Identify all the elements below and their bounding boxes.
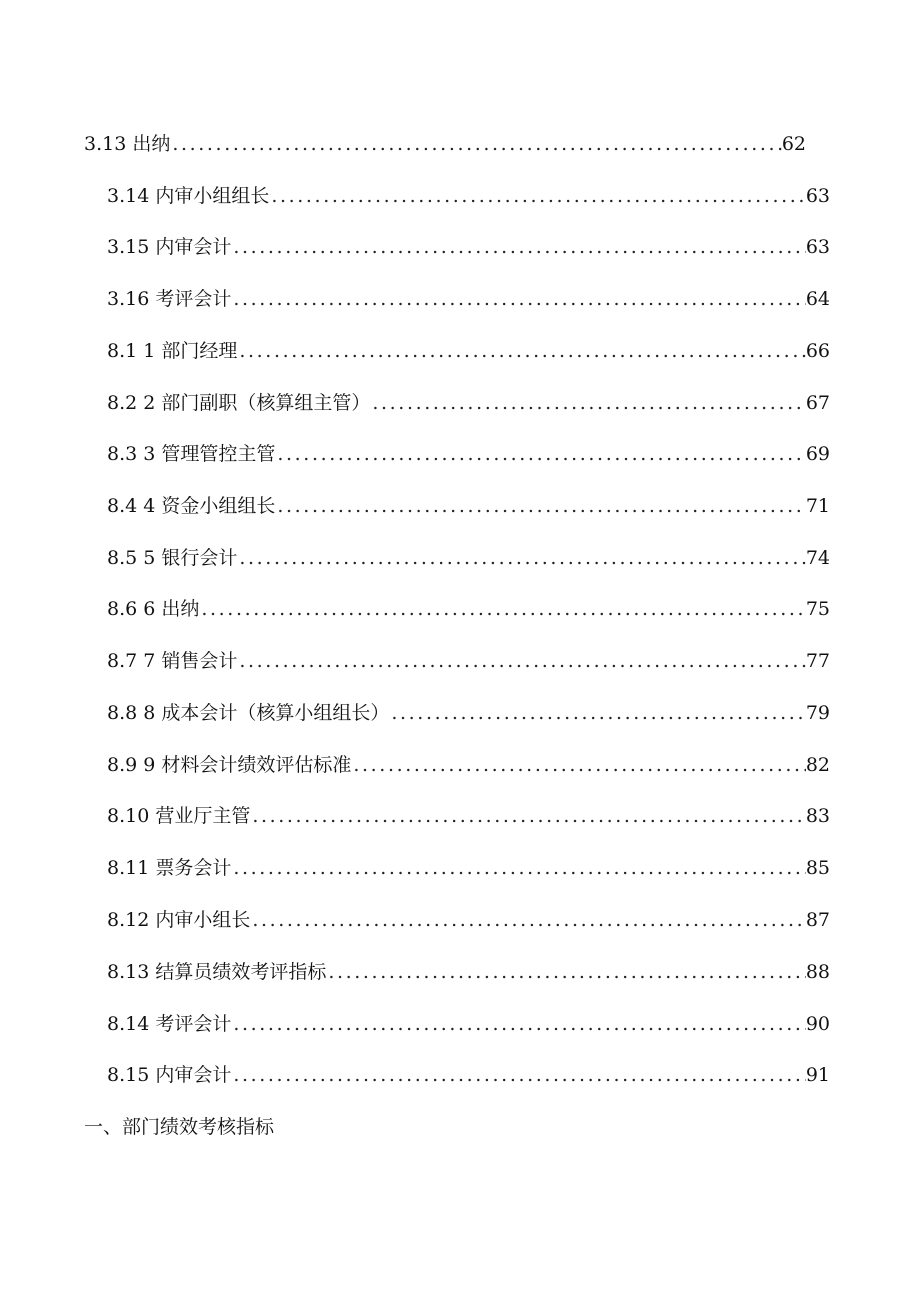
toc-dot-leader	[231, 283, 805, 315]
toc-entry[interactable]	[107, 904, 830, 936]
toc-entry-label: 8.10 营业厅主管	[107, 805, 251, 827]
toc-entry-label: 8.6 6 出纳	[107, 598, 200, 620]
toc-entry-page: 87	[805, 909, 830, 931]
toc-entry-page: 91	[805, 1064, 830, 1086]
toc-entry-label: 8.15 内审会计	[107, 1064, 232, 1086]
toc-dot-leader	[275, 490, 805, 522]
toc-dot-leader	[237, 645, 805, 677]
toc-entry-label: 8.1 1 部门经理	[107, 340, 238, 362]
toc-entry-page: 69	[805, 443, 830, 465]
toc-entry-page: 64	[805, 288, 830, 310]
toc-entry-page: 71	[805, 495, 830, 517]
toc-entry-label: 8.14 考评会计	[107, 1013, 232, 1035]
toc-entry-page: 66	[805, 340, 830, 362]
toc-entry-page: 75	[805, 598, 830, 620]
toc-dot-leader	[370, 387, 805, 419]
toc-dot-leader	[269, 180, 805, 212]
toc-entry[interactable]	[107, 1008, 830, 1040]
toc-entry[interactable]	[107, 490, 830, 522]
toc-entry-label: 8.12 内审小组长	[107, 909, 251, 931]
toc-entry[interactable]	[107, 542, 830, 574]
toc-entry[interactable]	[107, 335, 830, 367]
toc-entry-page: 77	[805, 650, 830, 672]
toc-entry-label: 8.8 8 成本会计（核算小组组长）	[107, 702, 390, 724]
toc-entry-page: 67	[805, 392, 830, 414]
toc-entry-label: 3.16 考评会计	[107, 288, 232, 310]
toc-dot-leader	[231, 852, 805, 884]
toc-entry-page: 62	[781, 133, 806, 155]
toc-dot-leader	[170, 128, 781, 160]
toc-entry-label: 8.7 7 销售会计	[107, 650, 238, 672]
toc-dot-leader	[351, 749, 805, 781]
toc-entry-page: 63	[805, 236, 830, 258]
toc-dot-leader	[231, 1008, 805, 1040]
toc-entry[interactable]	[107, 180, 830, 212]
toc-entry-label: 8.9 9 材料会计绩效评估标准	[107, 754, 352, 776]
toc-entry-page: 63	[805, 185, 830, 207]
toc-entry[interactable]	[107, 697, 830, 729]
toc-dot-leader	[199, 593, 805, 625]
toc-entry-page: 82	[805, 754, 830, 776]
toc-entry[interactable]	[107, 387, 830, 419]
toc-entry-page: 74	[805, 547, 830, 569]
toc-dot-leader	[231, 1059, 805, 1091]
toc-entry-label: 3.13 出纳	[84, 133, 171, 155]
toc-entry-label: 8.4 4 资金小组组长	[107, 495, 276, 517]
toc-dot-leader	[389, 697, 805, 729]
toc-dot-leader	[250, 904, 805, 936]
toc-entry[interactable]	[107, 1059, 830, 1091]
toc-entry[interactable]	[107, 231, 830, 263]
toc-entry-label: 3.15 内审会计	[107, 236, 232, 258]
toc-entry-page: 83	[805, 805, 830, 827]
toc-entry[interactable]	[107, 800, 830, 832]
toc-entry-label: 8.3 3 管理管控主管	[107, 443, 276, 465]
toc-entry-page: 88	[805, 961, 830, 983]
toc-entry-page: 85	[805, 857, 830, 879]
toc-entry-label: 3.14 内审小组组长	[107, 185, 270, 207]
toc-dot-leader	[237, 542, 805, 574]
toc-entry-label: 8.5 5 银行会计	[107, 547, 238, 569]
toc-entry[interactable]	[107, 749, 830, 781]
toc-entry[interactable]	[107, 852, 830, 884]
toc-entry[interactable]	[107, 956, 830, 988]
toc-dot-leader	[275, 438, 805, 470]
toc-entry[interactable]	[107, 645, 830, 677]
toc-dot-leader	[231, 231, 805, 263]
toc-entry-page: 90	[805, 1013, 830, 1035]
toc-dot-leader	[237, 335, 805, 367]
toc-dot-leader	[250, 800, 805, 832]
toc-entry[interactable]	[107, 283, 830, 315]
toc-entry-label: 8.11 票务会计	[107, 857, 232, 879]
toc-entry[interactable]	[84, 128, 806, 160]
section-heading: 一、部门绩效考核指标	[84, 1116, 275, 1138]
toc-entry[interactable]	[107, 593, 830, 625]
toc-dot-leader	[326, 956, 805, 988]
toc-entry-page: 79	[805, 702, 830, 724]
toc-entry[interactable]	[107, 438, 830, 470]
toc-entry-label: 8.2 2 部门副职（核算组主管）	[107, 392, 371, 414]
toc-entry-label: 8.13 结算员绩效考评指标	[107, 961, 327, 983]
